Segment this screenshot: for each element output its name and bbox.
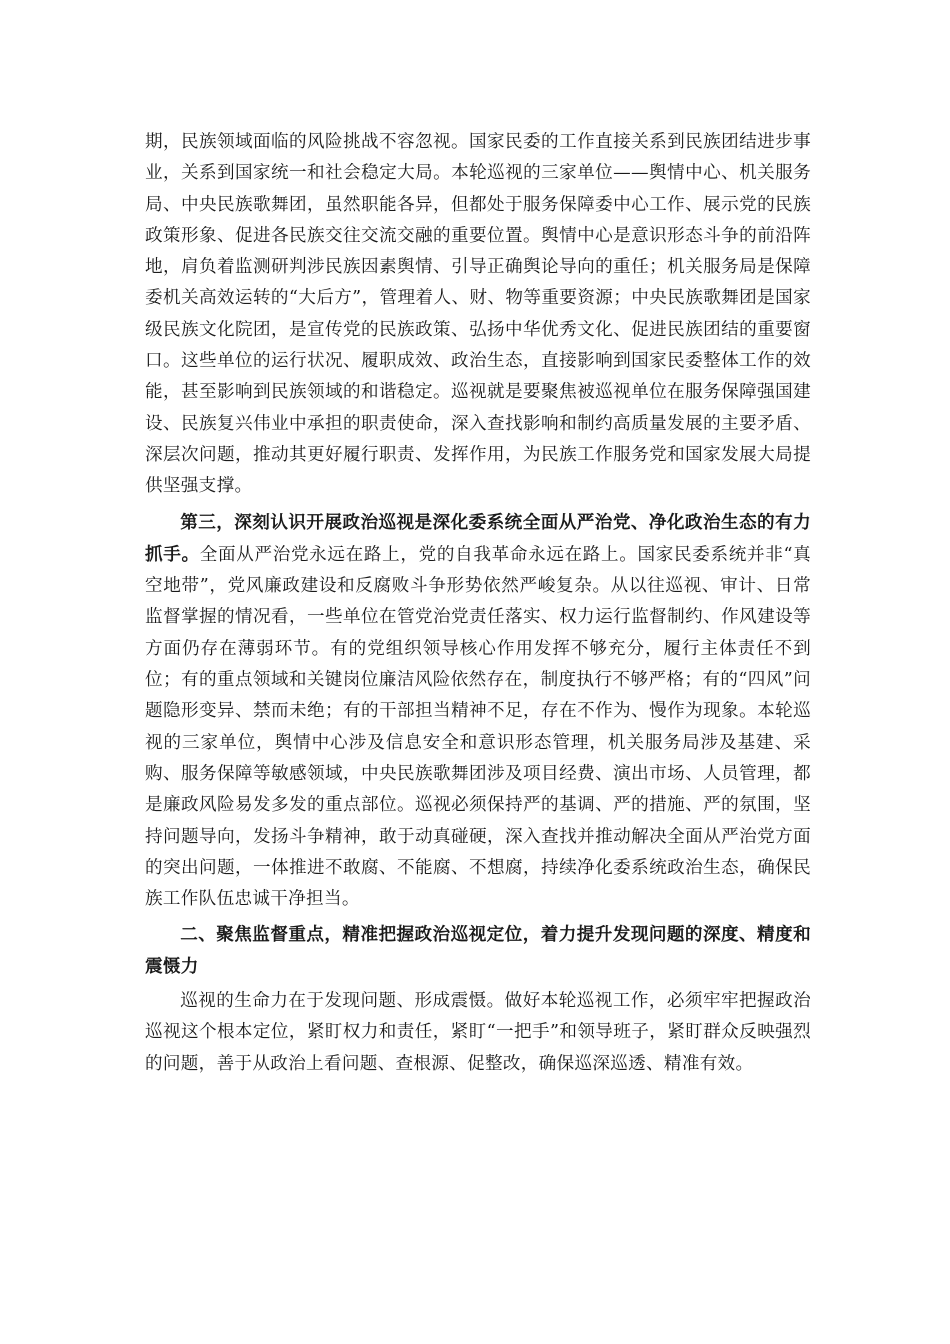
document-page [145, 127, 811, 1084]
paragraph-inspection-vitality: 巡视的生命力在于发现问题、形成震慑。做好本轮巡视工作，必须牢牢把握政治巡视这个根本定位，紧盯权力和责任，紧盯“一把手”和领导班子，紧盯群众反映强烈的问题，善于从政治上看问题、查根源、促整改，确保巡深巡透、精准有效。 [145, 991, 811, 1074]
paragraph-risk-challenges: 期，民族领域面临的风险挑战不容忽视。国家民委的工作直接关系到民族团结进步事业，关系到国家统一和社会稳定大局。本轮巡视的三家单位——舆情中心、机关服务局、中央民族歌舞团，虽然职能各异，但都处于服务保障委中心工作、展示党的民族政策形象、促进各民族交往交流交融的重要位置。舆情中心是意识形态斗争的前沿阵地，肩负着监测研判涉民族因素舆情、引导正确舆论导向的重任；机关服务局是保障委机关高效运转的“大后方”，管理着人、财、物等重要资源；中央民族歌舞团是国家级民族文化院团，是宣传党的民族政策、弘扬中华优秀文化、促进民族团结的重要窗口。这些单位的运行状况、履职成效、政治生态，直接影响到国家民委整体工作的效能，甚至影响到民族领域的和谐稳定。巡视就是要聚焦被巡视单位在服务保障强国建设、民族复兴伟业中承担的职责使命，深入查找影响和制约高质量发展的主要矛盾、深层次问题，推动其更好履行职责、发挥作用，为民族工作服务党和国家发展大局提供坚强支撑。 [145, 132, 811, 497]
paragraph-third-point [145, 507, 811, 916]
paragraph-body-text: 全面从严治党永远在路上，党的自我革命永远在路上。国家民委系统并非“真空地带”，党风廉政建设和反腐败斗争形势依然严峻复杂。从以往巡视、审计、日常监督掌握的情况看，一些单位在管党治党责任落实、权力运行监督制约、作风建设等方面仍存在薄弱环节。有的党组织领导核心作用发挥不够充分，履行主体责任不到位；有的重点领域和关键岗位廉洁风险依然存在，制度执行不够严格；有的“四风”问题隐形变异、禁而未绝；有的干部担当精神不足，存在不作为、慢作为现象。本轮巡视的三家单位，舆情中心涉及信息安全和意识形态管理，机关服务局涉及基建、采购、服务保障等敏感领域，中央民族歌舞团涉及项目经费、演出市场、人员管理，都是廉政风险易发多发的重点部位。巡视必须保持严的基调、严的措施、严的氛围，坚持问题导向，发扬斗争精神，敢于动真碰硬，深入查找并推动解决全面从严治党方面的突出问题，一体推进不敢腐、不能腐、不想腐，持续净化委系统政治生态，确保民族工作队伍忠诚干净担当。 [145, 544, 811, 910]
section-heading-two: 二、聚焦监督重点，精准把握政治巡视定位，着力提升发现问题的深度、精度和震慑力 [145, 924, 811, 977]
paragraph-lead-sentence: 第三，深刻认识开展政治巡视是深化委系统全面从严治党、净化政治生态的有力抓手。 [145, 511, 811, 565]
